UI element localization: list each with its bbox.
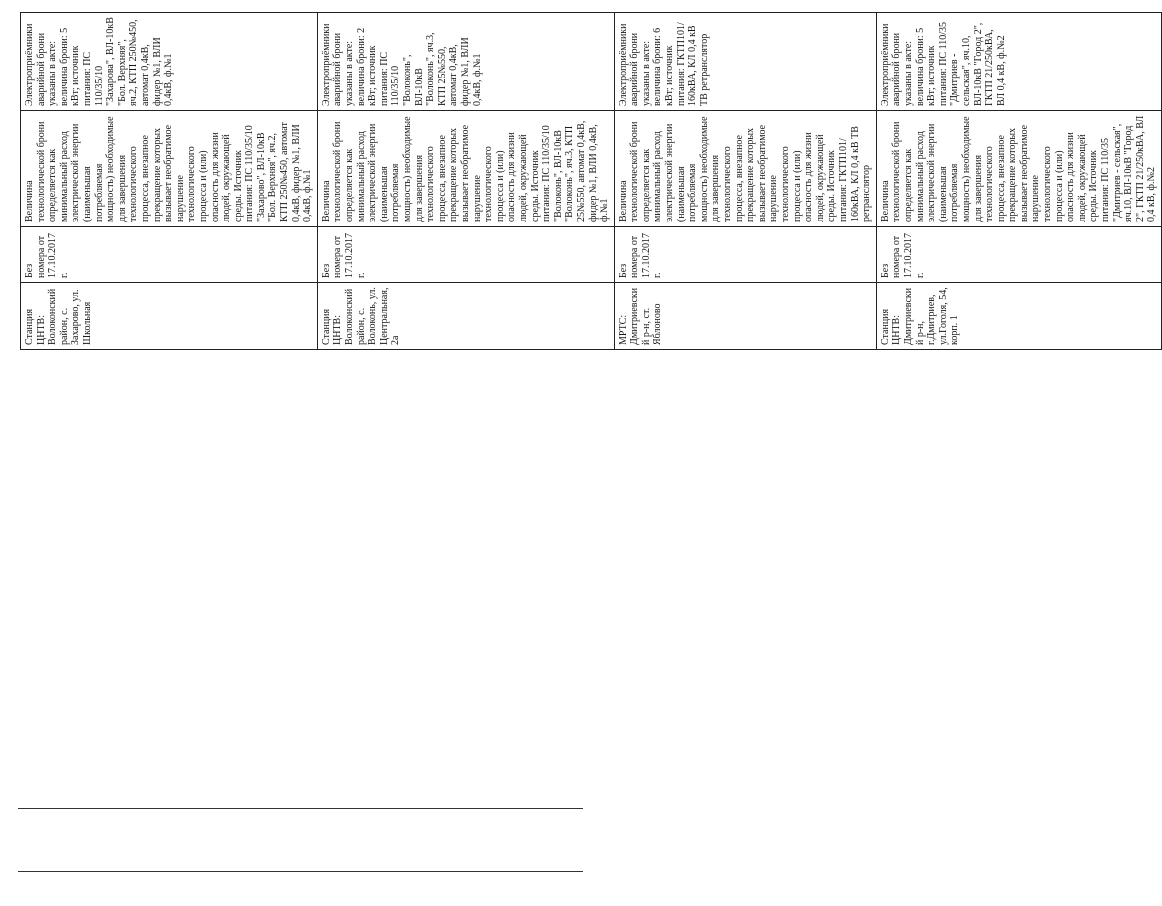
- table-row: [876, 13, 1161, 350]
- document-cell: Без номера от 17.10.2017г.: [876, 227, 1161, 283]
- document-cell: Без номера от 17.10.2017г.: [21, 227, 318, 283]
- table-row: [317, 13, 614, 350]
- tech-reserve-cell: Величина технологической брони определяется как минимальный расход электрической энергии (наименьшая потребляемая мощность) необходимые для завершения технологического процесса, внезапное прекращение которых вызывает необратимое нарушение технологического процесса и (или) опасность для жизни людей, окружающей среды. Источник питания: ПС 110/35 "Дмитриев - сельская", яч.10, ВЛ-10кВ "Город 2", ГКТП 21/250кВА, ВЛ 0,4 кВ, ф.№2: [876, 111, 1161, 227]
- object-cell: Станция ЦНТВ: Волоконский район, с. Волоконь, ул. Центральная, 2а: [317, 283, 614, 350]
- emergency-reserve-cell: Электроприёмники аварийной брони указаны в акте: величина брони: 5 кВт; источник питания: ПС 110/35 "Дмитриев - сельская", яч.10, ВЛ-10кВ "Город 2", ГКТП 21/250кВА, ВЛ 0,4 кВ, ф.№2: [876, 13, 1161, 111]
- document-cell: Без номера от 17.10.2017г.: [614, 227, 876, 283]
- tech-reserve-cell: Величина технологической брони определяется как минимальный расход электрической энергии (наименьшая потребляемая мощность) необходимые для завершения технологического процесса, внезапное прекращение которых вызывает необратимое нарушение технологического процесса и (или) опасность для жизни людей, окружающей среды. Источник питания: ГКТП101/ 160кВА, КЛ 0,4 кВ ТВ ретранслятор: [614, 111, 876, 227]
- table-row: [614, 13, 876, 350]
- divider-line: [18, 808, 583, 809]
- tech-reserve-cell: Величина технологической брони определяется как минимальный расход электрической энергии (наименьшая потребляемая мощность) необходимые для завершения технологического процесса, внезапное прекращение которых вызывает необратимое нарушение технологического процесса и (или) опасность для жизни людей, окружающей среды. Источник питания: ПС 110/35/10 "Волоконь", ВЛ-10кВ "Волоконь", яч.3, КТП 25№550, автомат 0,4кВ, фидер №1, ВЛИ 0,4кВ, ф.№1: [317, 111, 614, 227]
- emergency-reserve-cell: Электроприёмники аварийной брони указаны в акте: величина брони: 2 кВт; источник питания: ПС 110/35/10 "Волоконь", ВЛ-10кВ "Волоконь", яч.3, КТП 25№550, автомат 0,4кВ, фидер №1, ВЛИ 0,4кВ, ф.№1: [317, 13, 614, 111]
- document-cell: Без номера от 17.10.2017г.: [317, 227, 614, 283]
- object-cell: Станция ЦНТВ: Дмитриевский р-н, г.Дмитриев, ул.Гоголя, 54, корп. 1: [876, 283, 1161, 350]
- divider-line: [18, 871, 583, 872]
- emergency-reserve-cell: Электроприёмники аварийной брони указаны в акте: величина брони: 5 кВт; источник питания: ПС 110/35/10 "Захарова", ВЛ-10кВ "Бол. Верхняя", яч.2, КТП 250№450, автомат 0,4кВ, фидер №1, ВЛИ 0,4кВ, ф.№1: [21, 13, 318, 111]
- object-cell: МРТС: Дмитриевский р-н, ст. Яблоново: [614, 283, 876, 350]
- tech-reserve-cell: Величина технологической брони определяется как минимальный расход электрической энергии (наименьшая потребляемая мощность) необходимые для завершения технологического процесса, внезапное прекращение которых вызывает необратимое нарушение технологического процесса и (или) опасность для жизни людей, окружающей среды. Источник питания: ПС 110/35/10 "Захарово", ВЛ-10кВ "Бол. Верхняя", яч.2, КТП 250№450, автомат 0,4кВ, фидер №1, ВЛИ 0,4кВ, ф.№1: [21, 111, 318, 227]
- table-row: [21, 13, 318, 350]
- object-cell: Станция ЦНТВ: Волоконский район, с. Захарово, ул. Школьная: [21, 283, 318, 350]
- reserve-table: [20, 12, 1162, 350]
- emergency-reserve-cell: Электроприёмники аварийной брони указаны в акте: величина брони: 6 кВт; источник питания: ГКТП101/ 160кВА, КЛ 0,4 кВ ТВ ретранслятор: [614, 13, 876, 111]
